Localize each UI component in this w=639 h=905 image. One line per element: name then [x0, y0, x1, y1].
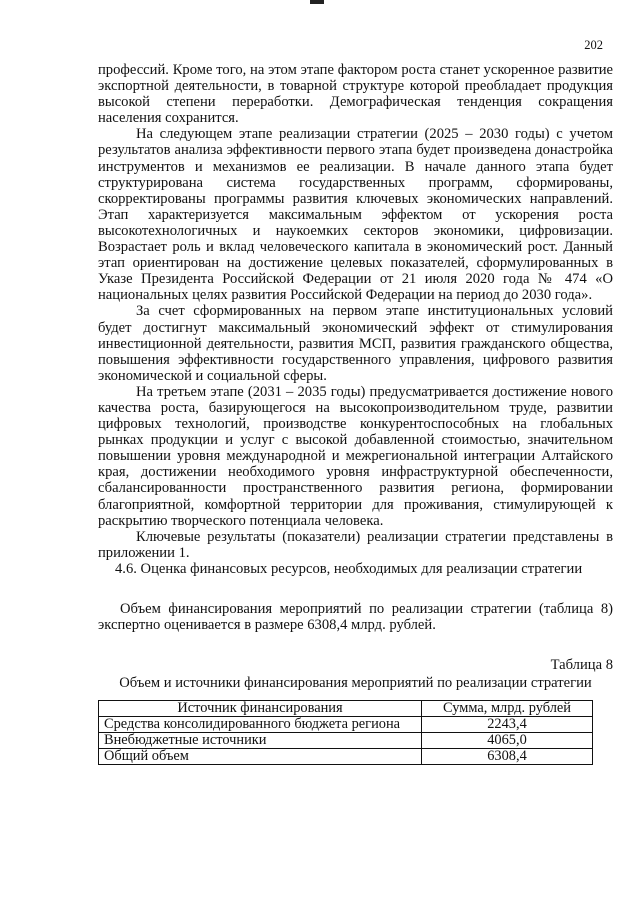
amount-cell: 6308,4 — [422, 749, 593, 765]
table-row — [99, 717, 593, 733]
paragraph-second-stage: На следующем этапе реализации стратегии (2025 – 2030 годы) с учетом результатов анализа эффективности первого этапа будет произведена донастройка инструментов и механизмов ее реализации. В начале данного этапа будет структурирована система государственных программ, сформированы, скорректированы программы развития ключевых экономических направлений. Этап характеризуется максимальным эффектом от ускорения роста высокотехнологичных и наукоемких секторов экономики, цифровизации. Возрастает роль и вклад человеческого капитала в экономический рост. Данный этап ориентирован на достижение целевых показателей, сформулированных в Указе Президента Российской Федерации от 21 июля 2020 года № 474 «О национальных целях развития Российской Федерации на период до 2030 года». — [98, 126, 613, 304]
amount-cell: 4065,0 — [422, 733, 593, 749]
page-body — [98, 62, 613, 765]
paragraph-key-results: Ключевые результаты (показатели) реализации стратегии представлены в приложении 1. — [98, 528, 613, 561]
table-caption: Объем и источники финансирования мероприятий по реализации стратегии — [119, 675, 592, 692]
table-label: Таблица 8 — [550, 657, 613, 674]
amount-cell: 2243,4 — [422, 717, 593, 733]
financing-table — [98, 700, 593, 765]
source-cell: Средства консолидированного бюджета региона — [99, 717, 422, 733]
source-cell: Внебюджетные источники — [99, 733, 422, 749]
top-edge-mark — [310, 0, 324, 4]
paragraph-institutional-conditions: За счет сформированных на первом этапе институциональных условий будет достигнут максимальный экономический эффект от стимулирования инвестиционной деятельности, развития МСП, развития гражданского общества, повышения эффективности государственного управления, цифрового развития экономической и социальной сферы. — [98, 303, 613, 384]
paragraph-continuation: профессий. Кроме того, на этом этапе фактором роста станет ускоренное развитие экспортной деятельности, в товарной структуре которой преобладает продукция высокой степени переработки. Демографическая тенденция сокращения населения сохранится. — [98, 62, 613, 127]
section-intro: Объем финансирования мероприятий по реализации стратегии (таблица 8) экспертно оценивается в размере 6308,4 млрд. рублей. — [98, 601, 613, 634]
paragraph-third-stage: На третьем этапе (2031 – 2035 годы) предусматривается достижение нового качества роста, базирующегося на высокопроизводительном труде, развитии цифровых технологий, производстве конкурентоспособных на глобальных рынках продукции и услуг с высокой добавленной стоимостью, значительном повышении уровня международной и межрегиональной интеграции Алтайского края, достижении необходимого уровня инфраструктурной обеспеченности, сбалансированности пространственного развития региона, формировании благоприятной, комфортной территории для проживания, стимулирующей к раскрытию творческого потенциала человека. — [98, 383, 613, 529]
section-heading: 4.6. Оценка финансовых ресурсов, необходимых для реализации стратегии — [115, 560, 583, 577]
header-source: Источник финансирования — [99, 701, 422, 717]
page-number: 202 — [584, 38, 603, 52]
table-row — [99, 749, 593, 765]
table-row — [99, 733, 593, 749]
table-header-row — [99, 701, 593, 717]
source-cell: Общий объем — [99, 749, 422, 765]
header-amount: Сумма, млрд. рублей — [422, 701, 593, 717]
